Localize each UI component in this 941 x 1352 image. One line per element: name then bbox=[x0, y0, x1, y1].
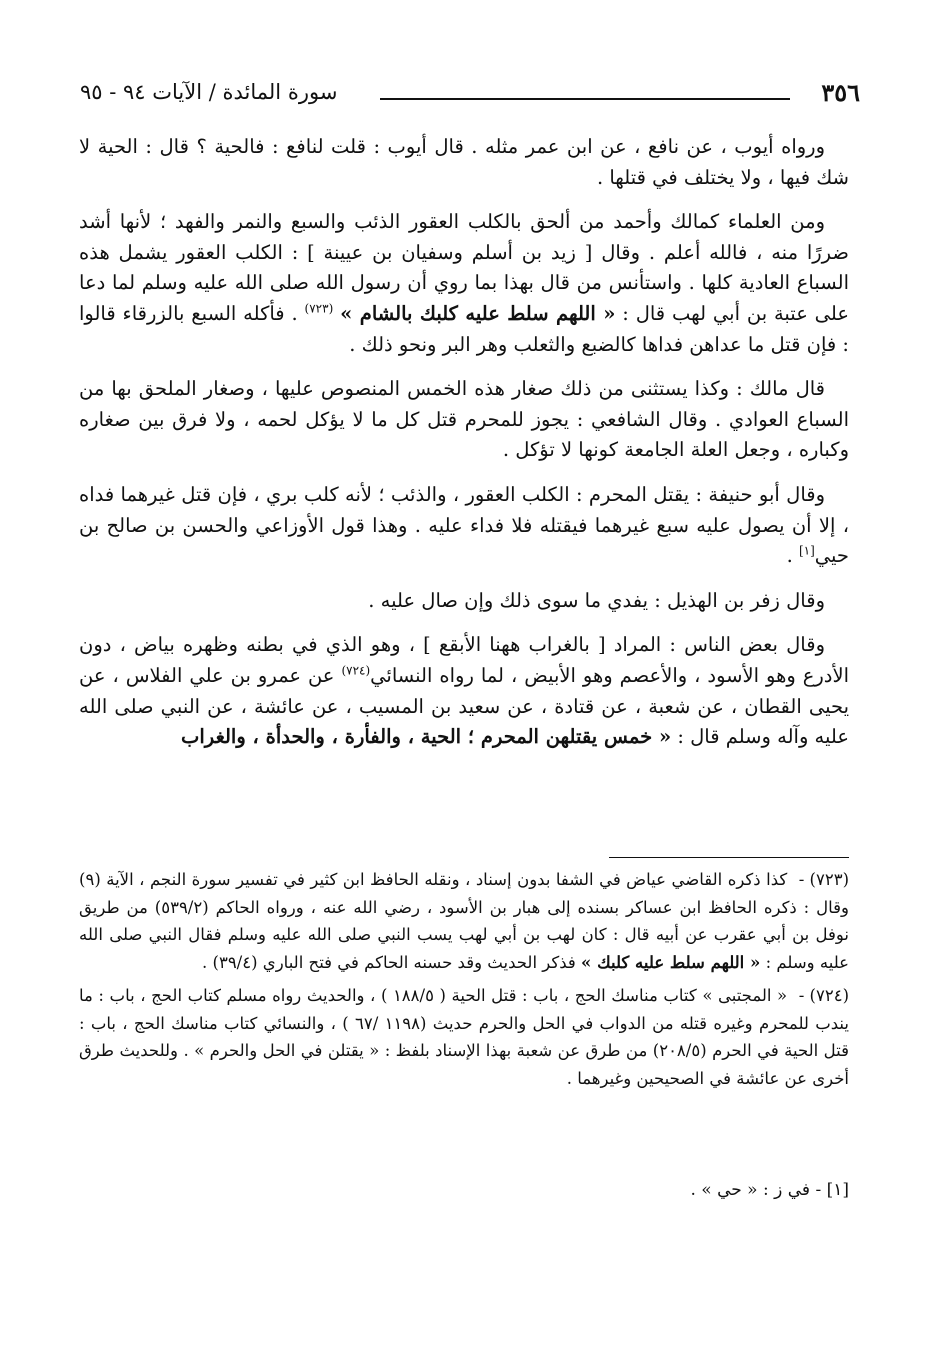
paragraph: وقال زفر بن الهذيل : يفدي ما سوى ذلك وإن صال عليه . bbox=[368, 588, 825, 612]
footnote: (٧٢٤) - « المجتبى » كتاب مناسك الحج ، باب : قتل الحية ( ١٨٨/٥ ) ، والحديث رواه مسلم كتاب الحج ، باب : ما يندب للمحرم وغيره قتله من الدواب في الحل والحرم حديث (١١٩٨ /٦٧ ) ، والنسائي كتاب مناسك الحج ، باب : قتل الحية في الحرم (٢٠٨/٥) من طرق عن شعبة بهذا الإسناد بلفظ : « يقتلن في الحل والحرم » . وللحديث طرق أخرى عن عائشة في الصحيحين وغيرهما . bbox=[79, 982, 849, 1092]
footnote-ref: [١] bbox=[798, 543, 815, 558]
paragraph: وقال بعض الناس : المراد [ بالغراب ههنا الأبقع ] ، وهو الذي في بطنه وظهره بياض ، دون الأدرع وهو الأسود ، والأعصم وهو الأبيض ، لما رواه النسائي$^{(٧٢٤)}$ عن عمرو بن علي الفلاس ، عن يحيى القطان ، عن شعبة ، عن قتادة ، عن سعيد بن المسيب ، عن عائشة ، عن النبي صلى الله عليه وآله وسلم قال : « خمس يقتلهن المحرم ؛ الحية ، والفأرة ، والحدأة ، والغراب bbox=[79, 633, 850, 749]
footnote: (٧٢٣) - كذا ذكره القاضي عياض في الشفا بدون إسناد ، ونقله الحافظ ابن كثير في تفسير سورة النجم ، الآية (٩) وقال : ذكره الحافظ ابن عساكر بسنده إلى هبار بن الأسود ، رضي الله عنه ، ورواه الحاكم (٥٣٩/٢) من طريق نوفل بن أبي عقرب عن أبيه قال : كان لهب بن أبي لهب يسب النبي صلى الله عليه وسلم فقال النبي صلى الله عليه وسلم : « اللهم سلط عليه كلبك » فذكر الحديث وقد حسنه الحاكم في فتح الباري (٣٩/٤) . bbox=[79, 866, 849, 976]
footnote-ref: (٧٢٣) bbox=[304, 301, 334, 316]
footnote-divider bbox=[609, 857, 849, 858]
paragraph: وقال أبو حنيفة : يقتل المحرم : الكلب العقور ، والذئب ؛ لأنه كلب بري ، فإن قتل غيرهما فداه ، إلا أن يصول عليه سبع غيرهما فيقتله فلا فداء عليه . وهذا قول الأوزاعي والحسن بن صالح بن حيي[١] . bbox=[79, 482, 849, 568]
paragraph: قال مالك : وكذا يستثنى من ذلك صغار هذه الخمس المنصوص عليها ، وصغار الملحق بها من السباع العوادي . وقال الشافعي : يجوز للمحرم قتل كل ما لا يؤكل لحمه ، ولا فرق بين صغاره وكباره ، وجعل العلة الجامعة كونها لا تؤكل . bbox=[79, 377, 849, 462]
hadith-quote: « خمس يقتلهن المحرم ؛ الحية ، والفأرة ، والحدأة ، والغراب bbox=[181, 725, 672, 749]
page-header bbox=[80, 78, 860, 118]
footnote-number: (٧٢٤) - bbox=[798, 986, 849, 1005]
running-title: سورة المائدة / الآيات ٩٤ - ٩٥ bbox=[80, 80, 338, 104]
paragraph: ومن العلماء كمالك وأحمد من ألحق بالكلب العقور الذئب والسبع والنمر والفهد ؛ لأنها أشد ضررًا منه ، فالله أعلم . وقال [ زيد بن أسلم وسفيان بن عيينة ] : الكلب العقور يشمل هذه السباع العادية كلها . واستأنس من قال بهذا بما روي أن رسول الله صلى الله عليه وسلم لما دعا على عتبة بن أبي لهب قال : « اللهم سلط عليه كلبك بالشام » $^{(٧٢٣)}$ . فأكله السبع بالزرقاء قالوا : فإن قتل ما عداهن فداها كالضبع والثعلب وهر البر ونحو ذلك . bbox=[79, 210, 850, 356]
footnote-number: (٧٢٣) - bbox=[798, 870, 849, 889]
paragraph: ورواه أيوب ، عن نافع ، عن ابن عمر مثله . قال أيوب : قلت لنافع : فالحية ؟ قال : الحية لا شك فيها ، ولا يختلف في قتلها . bbox=[79, 135, 849, 189]
main-text bbox=[79, 132, 849, 767]
hadith-quote: « اللهم سلط عليه كلبك بالشام » bbox=[340, 301, 616, 325]
page-number: ٣٥٦ bbox=[821, 78, 860, 107]
header-rule bbox=[380, 98, 790, 100]
footnotes bbox=[79, 866, 849, 1098]
footnote-ref: (٧٢٤) bbox=[341, 663, 371, 678]
hadith-quote: « اللهم سلط عليه كلبك » bbox=[581, 952, 761, 972]
variant-note: [١] - في ز : « حي » . bbox=[690, 1180, 849, 1200]
variant-note-number: [١] - bbox=[815, 1180, 849, 1200]
